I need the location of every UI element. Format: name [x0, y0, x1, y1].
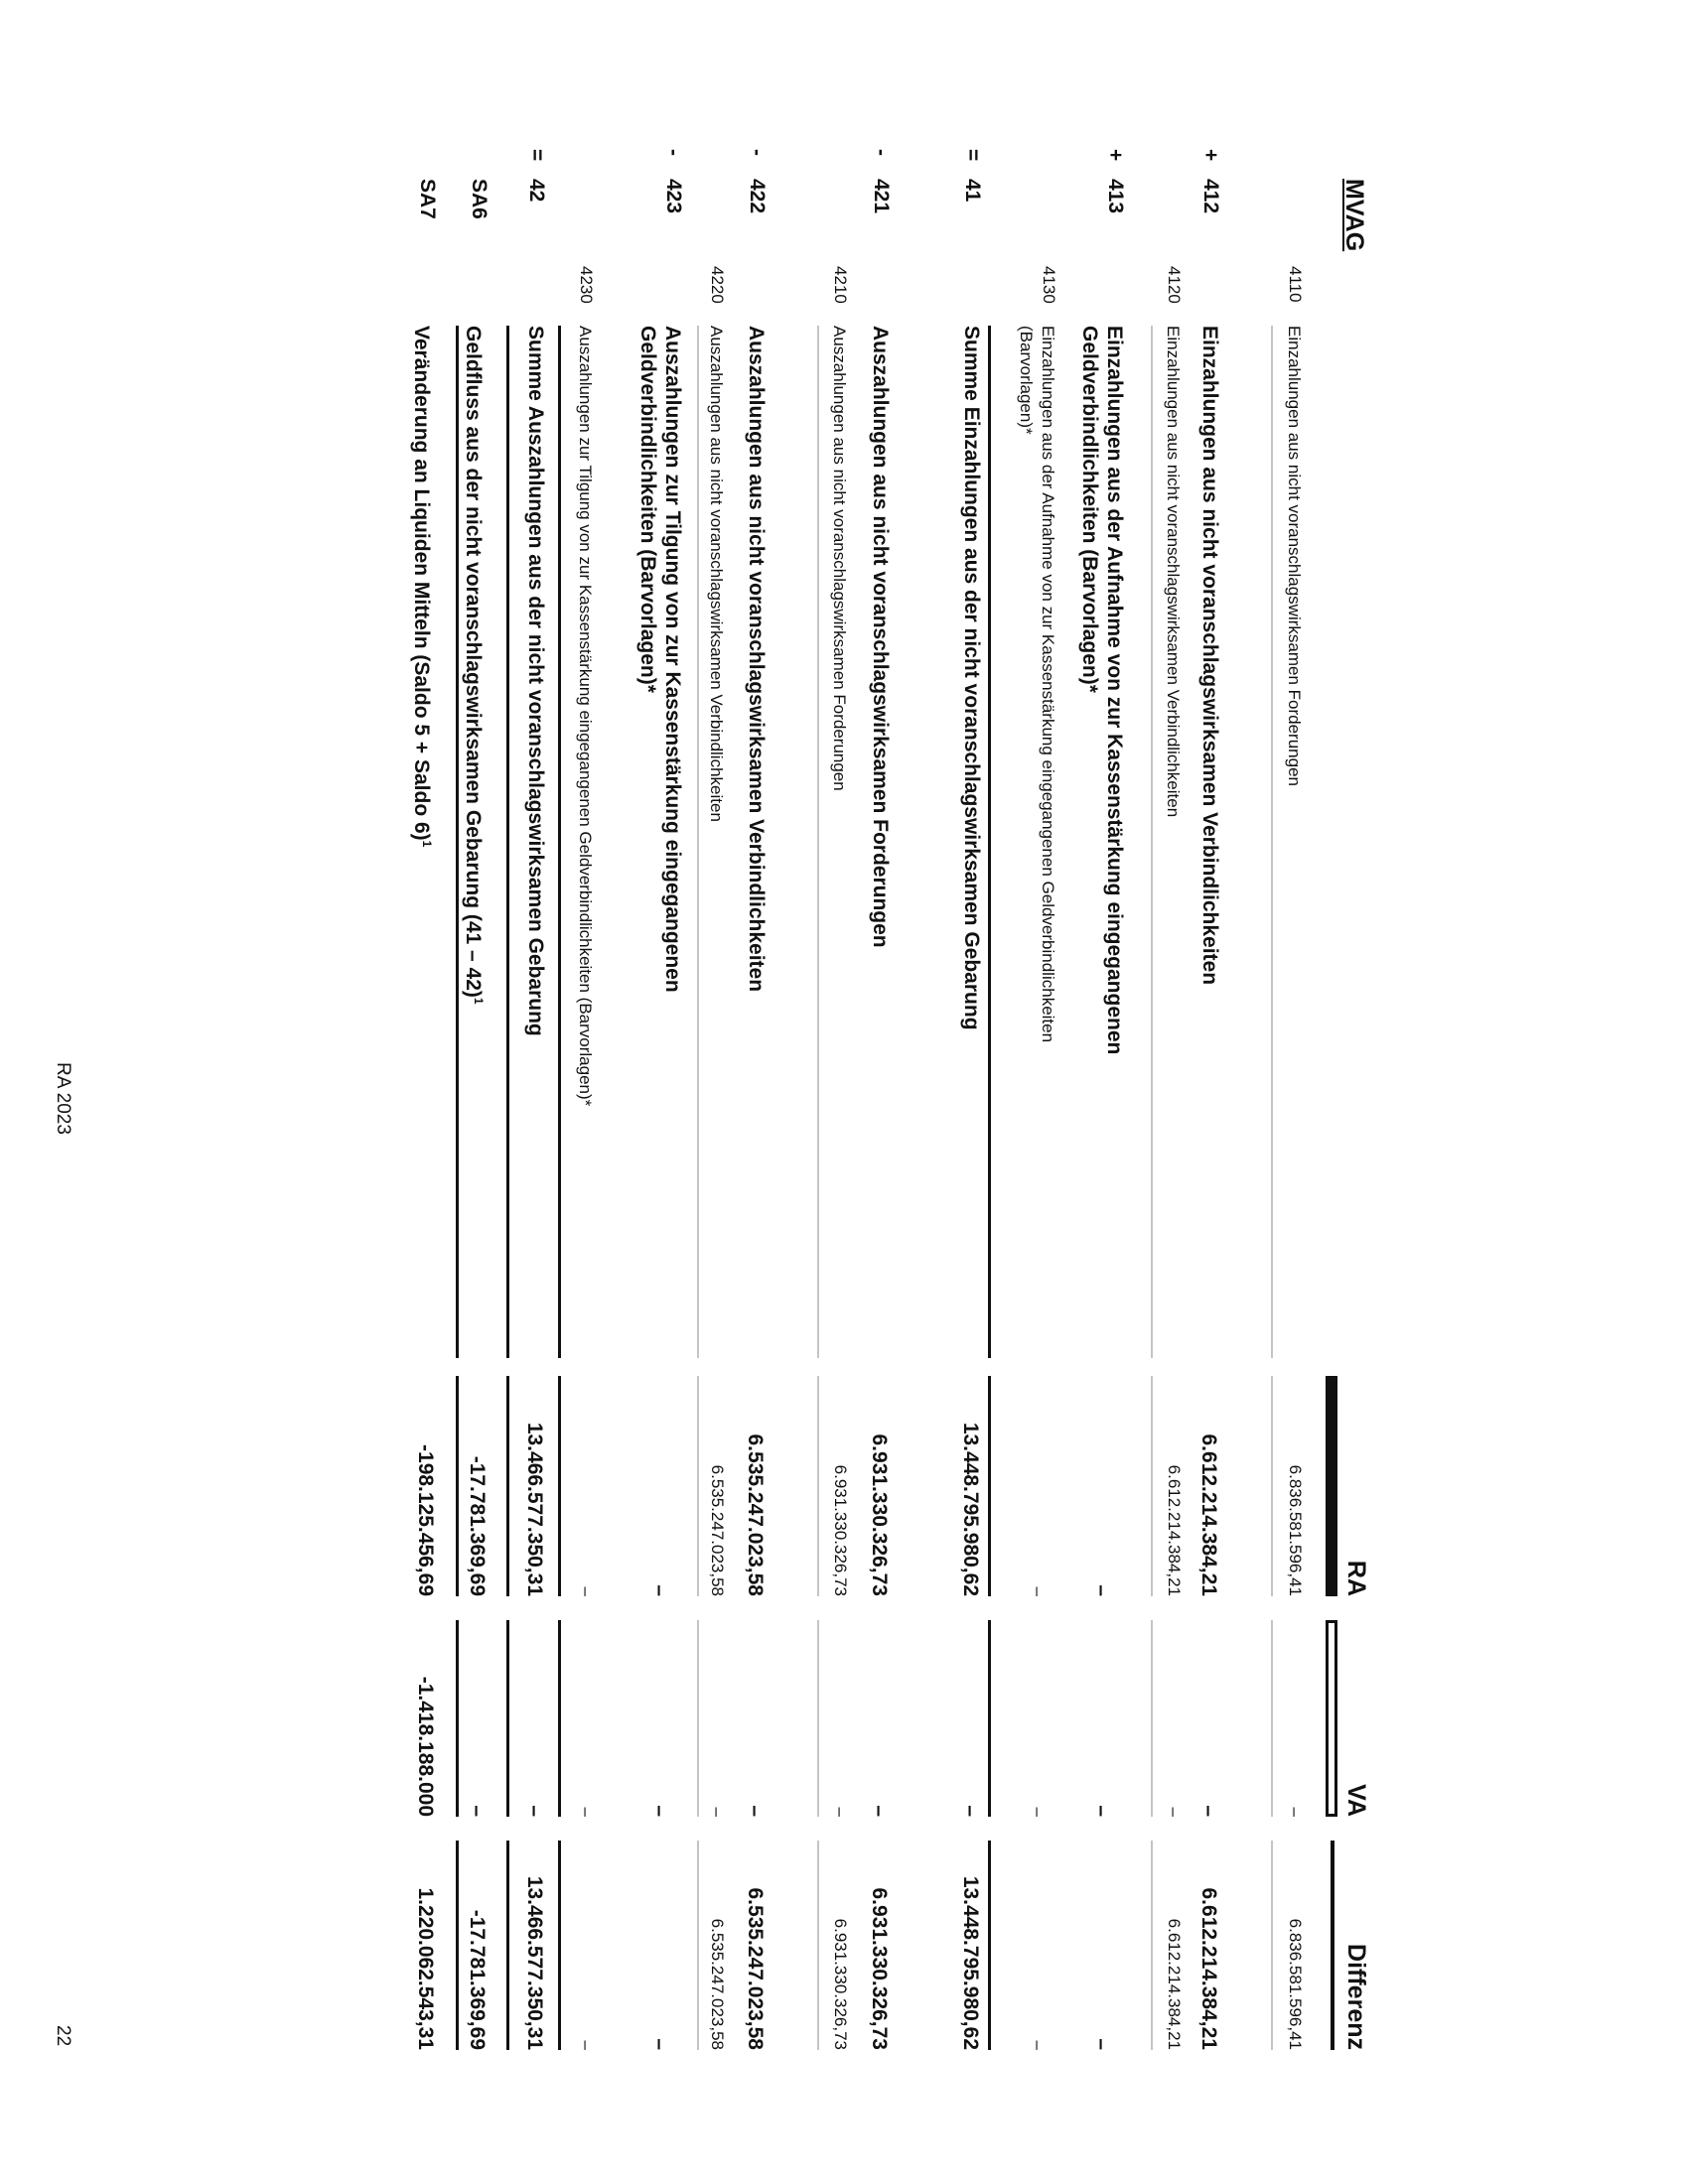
- row-va-value: –: [1090, 1805, 1113, 1817]
- row-ra-value: 6.836.581.596,41: [1286, 1464, 1305, 1596]
- row-ra-value: –: [577, 1586, 596, 1596]
- row-divider: [697, 1376, 699, 1596]
- row-divider: [506, 1620, 509, 1817]
- row-divider: [1271, 1841, 1273, 2050]
- row-mvag: SA6: [468, 179, 491, 219]
- row-differenz-value: 6.535.247.023,58: [744, 1887, 767, 2050]
- row-differenz-value: –: [1090, 2038, 1113, 2050]
- row-mvag: 41: [961, 179, 984, 203]
- row-label: Auszahlungen zur Tilgung von zur Kassenstärkung eingegangenen Geldverbindlichkeiten (Barvorlagen)*: [636, 326, 684, 993]
- row-differenz-value: 6.535.247.023,58: [708, 1918, 727, 2050]
- row-divider: [988, 326, 991, 1358]
- row-divider: [988, 1376, 991, 1596]
- row-code: 4130: [1040, 266, 1058, 304]
- row-va-value: –: [744, 1805, 767, 1817]
- row-va-value: –: [868, 1805, 891, 1817]
- row-differenz-value: –: [1029, 2040, 1048, 2050]
- row-mvag: 423: [662, 179, 685, 214]
- row-divider: [558, 1841, 561, 2050]
- row-ra-value: 6.612.214.384,21: [1165, 1464, 1184, 1596]
- row-ra-value: -198.125.456,69: [414, 1444, 437, 1596]
- row-divider: [697, 1841, 699, 2050]
- row-divider: [558, 1620, 561, 1817]
- row-differenz-value: -17.781.369,69: [466, 1909, 489, 2050]
- row-divider: [456, 1376, 459, 1596]
- row-differenz-value: 13.466.577.350,31: [523, 1875, 546, 2050]
- row-divider: [988, 1620, 991, 1817]
- row-ra-value: –: [1029, 1586, 1048, 1596]
- row-ra-value: 6.931.330.326,73: [831, 1464, 850, 1596]
- row-va-value: –: [708, 1807, 727, 1817]
- header-differenz-bar: [1331, 1841, 1334, 2050]
- row-code: 4110: [1286, 266, 1305, 303]
- row-divider: [456, 1620, 459, 1817]
- footnote-marker: 1: [472, 997, 486, 1005]
- row-differenz-value: 13.448.795.980,62: [959, 1875, 982, 2050]
- row-operator: +: [1199, 149, 1222, 162]
- row-divider: [1271, 1620, 1273, 1817]
- row-divider: [817, 1841, 819, 2050]
- row-code: 4120: [1165, 266, 1184, 304]
- row-differenz-value: –: [577, 2040, 596, 2050]
- row-mvag: 422: [746, 179, 769, 214]
- row-label: Geldfluss aus der nicht voranschlagswirksamen Gebarung (41 – 42)$^1$: [462, 326, 486, 1005]
- row-code: 4220: [708, 266, 727, 304]
- row-ra-value: 13.466.577.350,31: [523, 1422, 546, 1596]
- row-operator: =: [525, 149, 548, 162]
- page-number: 22: [53, 2025, 73, 2047]
- row-va-value: –: [831, 1807, 850, 1817]
- row-divider: [697, 1620, 699, 1817]
- row-operator: -: [870, 149, 893, 156]
- row-divider: [817, 1376, 819, 1596]
- row-operator: =: [961, 149, 984, 162]
- row-va-value: –: [1197, 1805, 1220, 1817]
- row-ra-value: –: [648, 1584, 671, 1596]
- row-ra-value: –: [1090, 1584, 1113, 1596]
- row-label: Auszahlungen aus nicht voranschlagswirksamen Verbindlichkeiten: [745, 326, 768, 993]
- row-divider: [1151, 326, 1153, 1358]
- row-label: Auszahlungen zur Tilgung von zur Kassenstärkung eingegangenen Geldverbindlichkeiten (Barvorlagen)*: [576, 326, 595, 1107]
- row-differenz-value: 6.612.214.384,21: [1165, 1918, 1184, 2050]
- row-mvag: 413: [1104, 179, 1127, 214]
- row-ra-value: 6.612.214.384,21: [1197, 1433, 1220, 1596]
- row-divider: [506, 1376, 509, 1596]
- row-va-value: –: [1165, 1807, 1184, 1817]
- row-divider: [988, 1841, 991, 2050]
- row-differenz-value: 1.220.062.543,31: [414, 1887, 437, 2050]
- footer-report-label: RA 2023: [53, 1062, 73, 1135]
- row-divider: [1271, 326, 1273, 1358]
- row-code: 4230: [577, 266, 596, 304]
- row-ra-value: 6.535.247.023,58: [744, 1433, 767, 1596]
- header-ra-bar: [1326, 1376, 1337, 1596]
- header-ra: RA: [1342, 1560, 1370, 1596]
- row-differenz-value: 6.836.581.596,41: [1286, 1918, 1305, 2050]
- row-differenz-value: –: [648, 2038, 671, 2050]
- row-va-value: -1.418.188.000: [414, 1676, 437, 1817]
- row-label: Einzahlungen aus nicht voranschlagswirksamen Forderungen: [1285, 326, 1304, 786]
- row-divider: [506, 326, 509, 1358]
- footnote-marker: 1: [420, 840, 434, 848]
- row-va-value: –: [466, 1805, 489, 1817]
- row-va-value: –: [1029, 1807, 1048, 1817]
- row-divider: [697, 326, 699, 1358]
- row-label: Einzahlungen aus nicht voranschlagswirksamen Verbindlichkeiten: [1198, 326, 1221, 986]
- row-label: Auszahlungen aus nicht voranschlagswirksamen Forderungen: [869, 326, 892, 948]
- row-operator: -: [662, 149, 685, 156]
- row-va-value: –: [1286, 1807, 1305, 1817]
- row-divider: [817, 1620, 819, 1817]
- row-divider: [817, 326, 819, 1358]
- row-code: 4210: [831, 266, 850, 304]
- row-va-value: –: [577, 1807, 596, 1817]
- row-differenz-value: 6.931.330.326,73: [831, 1918, 850, 2050]
- row-va-value: –: [959, 1805, 982, 1817]
- header-va-bar: [1326, 1620, 1337, 1817]
- row-ra-value: 13.448.795.980,62: [959, 1422, 982, 1596]
- row-ra-value: 6.931.330.326,73: [868, 1433, 891, 1596]
- row-label: Summe Auszahlungen aus der nicht voranschlagswirksamen Gebarung: [524, 326, 547, 1036]
- header-va: VA: [1342, 1784, 1370, 1817]
- row-label: Einzahlungen aus der Aufnahme von zur Kassenstärkung eingegangenen Geldverbindlichkeiten (Barvorlagen)*: [1017, 326, 1057, 1043]
- row-mvag: 421: [870, 179, 893, 214]
- row-mvag: SA7: [416, 179, 439, 219]
- row-differenz-value: 6.612.214.384,21: [1197, 1887, 1220, 2050]
- row-ra-value: -17.781.369,69: [466, 1455, 489, 1596]
- header-differenz: Differenz: [1342, 1944, 1370, 2050]
- row-divider: [456, 1841, 459, 2050]
- row-label: Auszahlungen aus nicht voranschlagswirksamen Verbindlichkeiten: [707, 326, 726, 822]
- row-divider: [1151, 1841, 1153, 2050]
- row-va-value: –: [523, 1805, 546, 1817]
- row-label: Veränderung an Liquiden Mitteln (Saldo 5 + Saldo 6)$^1$: [410, 326, 434, 848]
- row-va-value: –: [648, 1805, 671, 1817]
- header-mvag: MVAG: [1340, 179, 1368, 252]
- row-operator: -: [746, 149, 769, 156]
- row-divider: [1151, 1620, 1153, 1817]
- row-divider: [1271, 1376, 1273, 1596]
- row-mvag: 42: [525, 179, 548, 203]
- row-divider: [456, 326, 459, 1358]
- row-label: Einzahlungen aus nicht voranschlagswirksamen Verbindlichkeiten: [1164, 326, 1183, 818]
- row-label: Auszahlungen aus nicht voranschlagswirksamen Forderungen: [830, 326, 849, 791]
- row-divider: [506, 1841, 509, 2050]
- row-ra-value: 6.535.247.023,58: [708, 1464, 727, 1596]
- row-label: Summe Einzahlungen aus der nicht voranschlagswirksamen Gebarung: [960, 326, 983, 1030]
- row-mvag: 412: [1199, 179, 1222, 214]
- row-label: Einzahlungen aus der Aufnahme von zur Kassenstärkung eingegangenen Geldverbindlichkeiten (Barvorlagen)*: [1078, 326, 1126, 1055]
- row-divider: [558, 1376, 561, 1596]
- row-differenz-value: 6.931.330.326,73: [868, 1887, 891, 2050]
- row-divider: [558, 326, 561, 1358]
- row-divider: [1151, 1376, 1153, 1596]
- row-operator: +: [1104, 149, 1127, 162]
